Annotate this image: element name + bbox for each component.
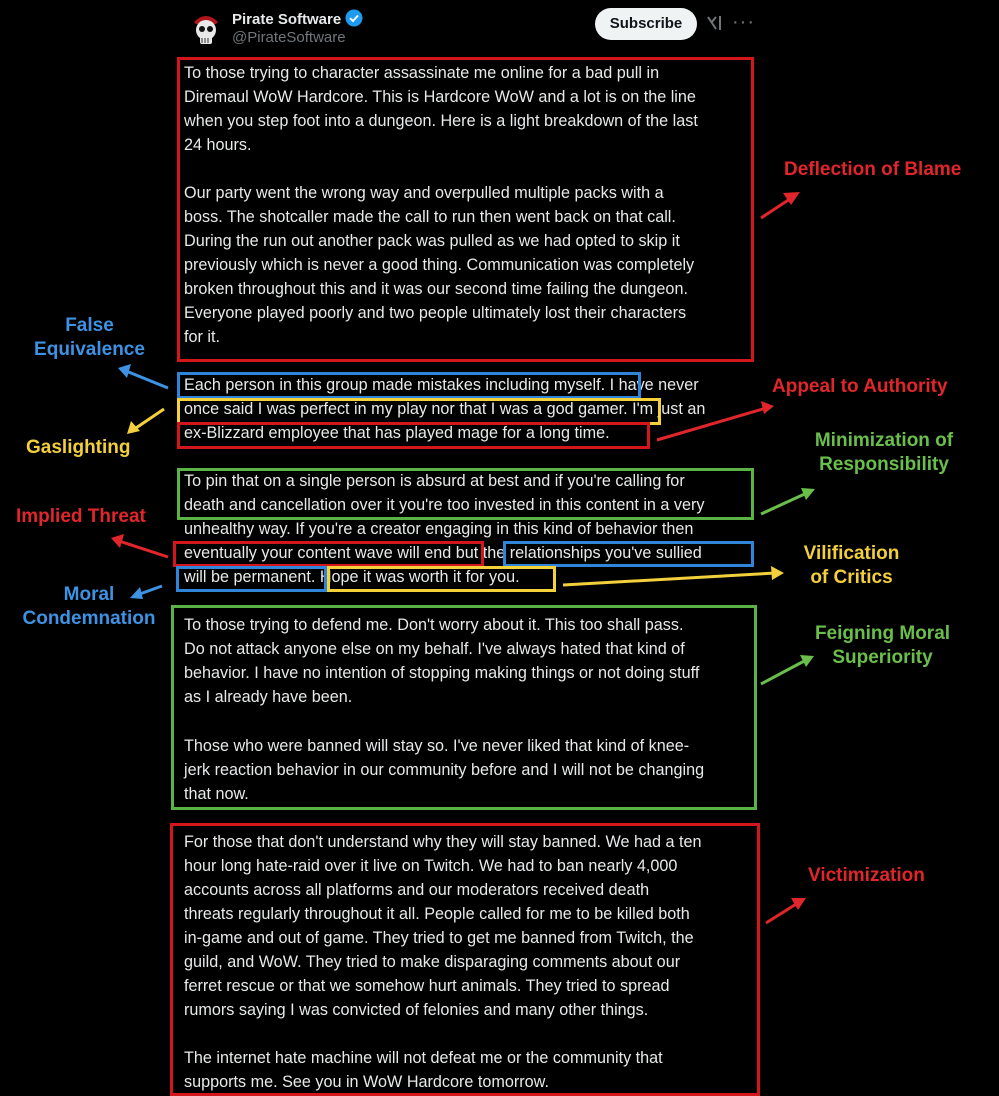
arrow-victimization	[766, 898, 806, 923]
text-line: Do not attack anyone else on my behalf. I've always hated that kind of	[184, 640, 685, 658]
arrow-deflection	[761, 192, 800, 218]
text-line: behavior. I have no intention of stopping making things or not doing stuff	[184, 664, 700, 682]
label-line: Victimization	[808, 865, 925, 886]
text-line: rumors saying I was convicted of felonies and many other things.	[184, 1001, 649, 1019]
label-line: Moral	[63, 584, 115, 605]
arrow-implied-threat	[111, 534, 168, 557]
text-line: eventually your content wave will end but the relationships you've sullied	[184, 544, 702, 562]
text-line: in-game and out of game. They tried to get me banned from Twitch, the	[184, 929, 694, 947]
text-line: The internet hate machine will not defeat me or the community that	[184, 1049, 663, 1067]
label-line: Minimization of	[814, 430, 954, 451]
arrow-feigning	[761, 655, 814, 684]
label-line: Feigning Moral	[814, 623, 951, 644]
label-line: Responsibility	[819, 454, 949, 475]
text-line: Each person in this group made mistakes including myself. I have never	[184, 376, 699, 394]
text-line: Everyone played poorly and two people ultimately lost their characters	[184, 304, 687, 322]
text-line: jerk reaction behavior in our community before and I will not be changing	[184, 761, 705, 779]
text-line: death and cancellation over it you're too invested in this content in a very	[184, 496, 705, 514]
author-name-text[interactable]: Pirate Software	[232, 11, 342, 28]
text-line: supports me. See you in WoW Hardcore tomorrow.	[184, 1073, 549, 1091]
text-line: To pin that on a single person is absurd at best and if you're calling for	[184, 472, 685, 490]
label-line: Equivalence	[34, 339, 145, 360]
arrow-gaslighting	[127, 409, 164, 434]
more-icon[interactable]: ···	[732, 11, 755, 33]
subscribe-button[interactable]: Subscribe	[595, 8, 697, 40]
text-line: when you step foot into a dungeon. Here is a light breakdown of the last	[184, 112, 698, 130]
text-line: guild, and WoW. They tried to make disparaging comments about our	[184, 953, 681, 971]
text-line: accounts across all platforms and our moderators received death	[184, 881, 650, 899]
text-line: will be permanent. Hope it was worth it for you.	[184, 568, 520, 586]
text-line: 24 hours.	[184, 136, 252, 154]
text-line: Our party went the wrong way and overpulled multiple packs with a	[184, 184, 664, 202]
text-line: ferret rescue or that we somehow hurt animals. They tried to spread	[184, 977, 670, 995]
label-line: False	[65, 315, 114, 336]
author-handle[interactable]: @PirateSoftware	[232, 29, 346, 46]
text-line: for it.	[184, 328, 220, 346]
arrow-appeal-authority	[657, 401, 774, 440]
label-line: Appeal to Authority	[772, 376, 948, 397]
label-line: Deflection of Blame	[784, 159, 962, 180]
text-line: boss. The shotcaller made the call to run then went back on that call.	[184, 208, 676, 226]
arrow-minimization	[761, 488, 815, 514]
text-line: Diremaul WoW Hardcore. This is Hardcore WoW and a lot is on the line	[184, 88, 696, 106]
text-line: threats regularly throughout it all. People called for me to be killed both	[184, 905, 690, 923]
text-line: previously which is never a good thing. Communication was completely	[184, 256, 695, 274]
label-line: Gaslighting	[26, 437, 131, 458]
arrow-moral-condemnation	[130, 586, 162, 599]
text-line: broken throughout this and it was our second time failing the dungeon.	[184, 280, 688, 298]
text-line: ex-Blizzard employee that has played mage for a long time.	[184, 424, 610, 442]
text-line: unhealthy way. If you're a creator engaging in this kind of behavior then	[184, 520, 694, 538]
text-line: that now.	[184, 785, 249, 803]
arrow-false-equivalence	[118, 364, 168, 388]
label-line: Vilification	[803, 543, 900, 564]
label-line: Implied Threat	[16, 506, 146, 527]
arrow-vilification	[563, 566, 784, 585]
text-line: once said I was perfect in my play nor that I was a god gamer. I'm just an	[184, 400, 706, 418]
label-line: of Critics	[810, 567, 893, 588]
label-line: Superiority	[832, 647, 933, 668]
label-line: Condemnation	[22, 608, 156, 629]
text-line: Those who were banned will stay so. I've never liked that kind of knee-	[184, 737, 690, 755]
text-line: as I already have been.	[184, 688, 353, 706]
text-line: hour long hate-raid over it live on Twitch. We had to ban nearly 4,000	[184, 857, 678, 875]
text-line: For those that don't understand why they will stay banned. We had a ten	[184, 833, 702, 851]
text-line: To those trying to defend me. Don't worry about it. This too shall pass.	[184, 616, 684, 634]
text-line: To those trying to character assassinate me online for a bad pull in	[184, 64, 660, 82]
text-line: During the run out another pack was pulled as we had opted to skip it	[184, 232, 680, 250]
